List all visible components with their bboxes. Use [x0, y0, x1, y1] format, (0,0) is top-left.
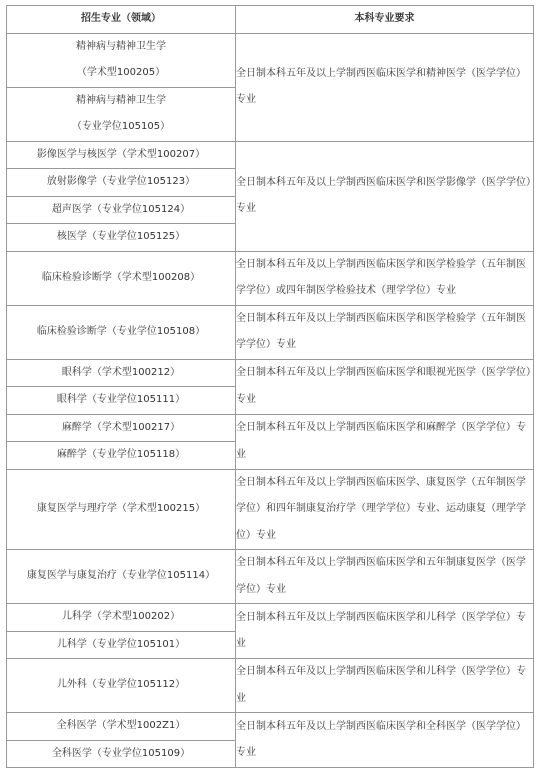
major-cell — [7, 550, 236, 604]
table-header-row — [7, 6, 534, 34]
major-cell — [7, 87, 236, 141]
major-text: 精神病与精神卫生学 — [76, 94, 166, 106]
major-cell — [7, 740, 236, 768]
requirement-cell: 全日制本科五年及以上学制西医临床医学和麻醉学（医学学位）专业 — [236, 414, 534, 469]
major-text: 眼科学（学术型100212） — [61, 366, 181, 378]
table-row — [7, 251, 534, 305]
major-cell — [7, 224, 236, 252]
table-body — [7, 33, 534, 768]
major-cell — [7, 387, 236, 415]
major-text: 核医学（专业学位105125） — [56, 231, 186, 242]
major-text: 眼科学（专业学位105111） — [56, 394, 186, 405]
major-cell — [7, 169, 236, 197]
major-text: 儿外科（专业学位105112） — [56, 679, 186, 691]
major-cell — [7, 469, 236, 550]
requirement-cell: 全日制本科五年及以上学制西医临床医学和医学检验学（五年制医学学位）专业 — [236, 305, 534, 359]
table-row — [7, 359, 534, 387]
major-cell — [7, 442, 236, 470]
major-text: 儿科学（学术型100202） — [61, 611, 181, 622]
major-text: 精神病与精神卫生学 — [76, 40, 166, 52]
major-cell — [7, 33, 236, 87]
major-text: 临床检验诊断学（专业学位105108） — [36, 325, 206, 337]
requirement-cell: 全日制本科五年及以上学制西医临床医学和精神医学（医学学位）专业 — [236, 33, 534, 141]
major-text: 麻醉学（学术型100217） — [61, 421, 181, 433]
major-text: 超声医学（专业学位105124） — [51, 203, 191, 215]
major-text: 临床检验诊断学（学术型100208） — [41, 271, 201, 283]
major-cell — [7, 713, 236, 741]
major-cell — [7, 305, 236, 359]
major-cell — [7, 631, 236, 659]
major-cell — [7, 414, 236, 442]
major-text: （学术型100205） — [76, 67, 166, 78]
table-row — [7, 604, 534, 632]
major-text: 影像医学与核医学（学术型100207） — [36, 148, 206, 160]
major-cell — [7, 604, 236, 632]
table-row — [7, 414, 534, 442]
header-major: 招生专业（领域） — [7, 6, 236, 34]
requirement-cell: 全日制本科五年及以上学制西医临床医学、康复医学（五年制医学学位）和四年制康复治疗学（理学学位）专业、运动康复（理学学位）专业 — [236, 469, 534, 550]
table-row — [7, 141, 534, 169]
table-row — [7, 713, 534, 741]
enrollment-requirements-table — [6, 5, 534, 768]
table-row — [7, 469, 534, 550]
major-text: 康复医学与理疗学（学术型100215） — [36, 503, 206, 514]
major-cell — [7, 196, 236, 224]
major-cell — [7, 251, 236, 305]
major-text: （专业学位105105） — [71, 121, 171, 132]
major-cell — [7, 359, 236, 387]
major-text: 放射影像学（专业学位105123） — [46, 176, 196, 187]
major-text: 麻醉学（专业学位105118） — [56, 449, 186, 460]
table-row — [7, 550, 534, 604]
table-row — [7, 659, 534, 713]
table-row — [7, 305, 534, 359]
requirement-cell: 全日制本科五年及以上学制西医临床医学和五年制康复医学（医学学位）专业 — [236, 550, 534, 604]
major-cell — [7, 141, 236, 169]
major-text: 全科医学（学术型1002Z1） — [56, 720, 186, 731]
requirement-cell: 全日制本科五年及以上学制西医临床医学和全科医学（医学学位）专业 — [236, 713, 534, 768]
header-requirement: 本科专业要求 — [236, 6, 534, 34]
requirement-cell: 全日制本科五年及以上学制西医临床医学和儿科学（医学学位）专业 — [236, 659, 534, 713]
major-text: 儿科学（专业学位105101） — [56, 638, 186, 650]
table-row — [7, 33, 534, 87]
major-text: 康复医学与康复治疗（专业学位105114） — [26, 570, 216, 582]
requirement-cell: 全日制本科五年及以上学制西医临床医学和医学检验学（五年制医学学位）或四年制医学检验技术（理学学位）专业 — [236, 251, 534, 305]
requirement-cell: 全日制本科五年及以上学制西医临床医学和医学影像学（医学学位）专业 — [236, 141, 534, 251]
major-cell — [7, 659, 236, 713]
requirement-cell: 全日制本科五年及以上学制西医临床医学和儿科学（医学学位）专业 — [236, 604, 534, 659]
major-text: 全科医学（专业学位105109） — [51, 747, 191, 759]
requirement-cell: 全日制本科五年及以上学制西医临床医学和眼视光医学（医学学位）专业 — [236, 359, 534, 414]
